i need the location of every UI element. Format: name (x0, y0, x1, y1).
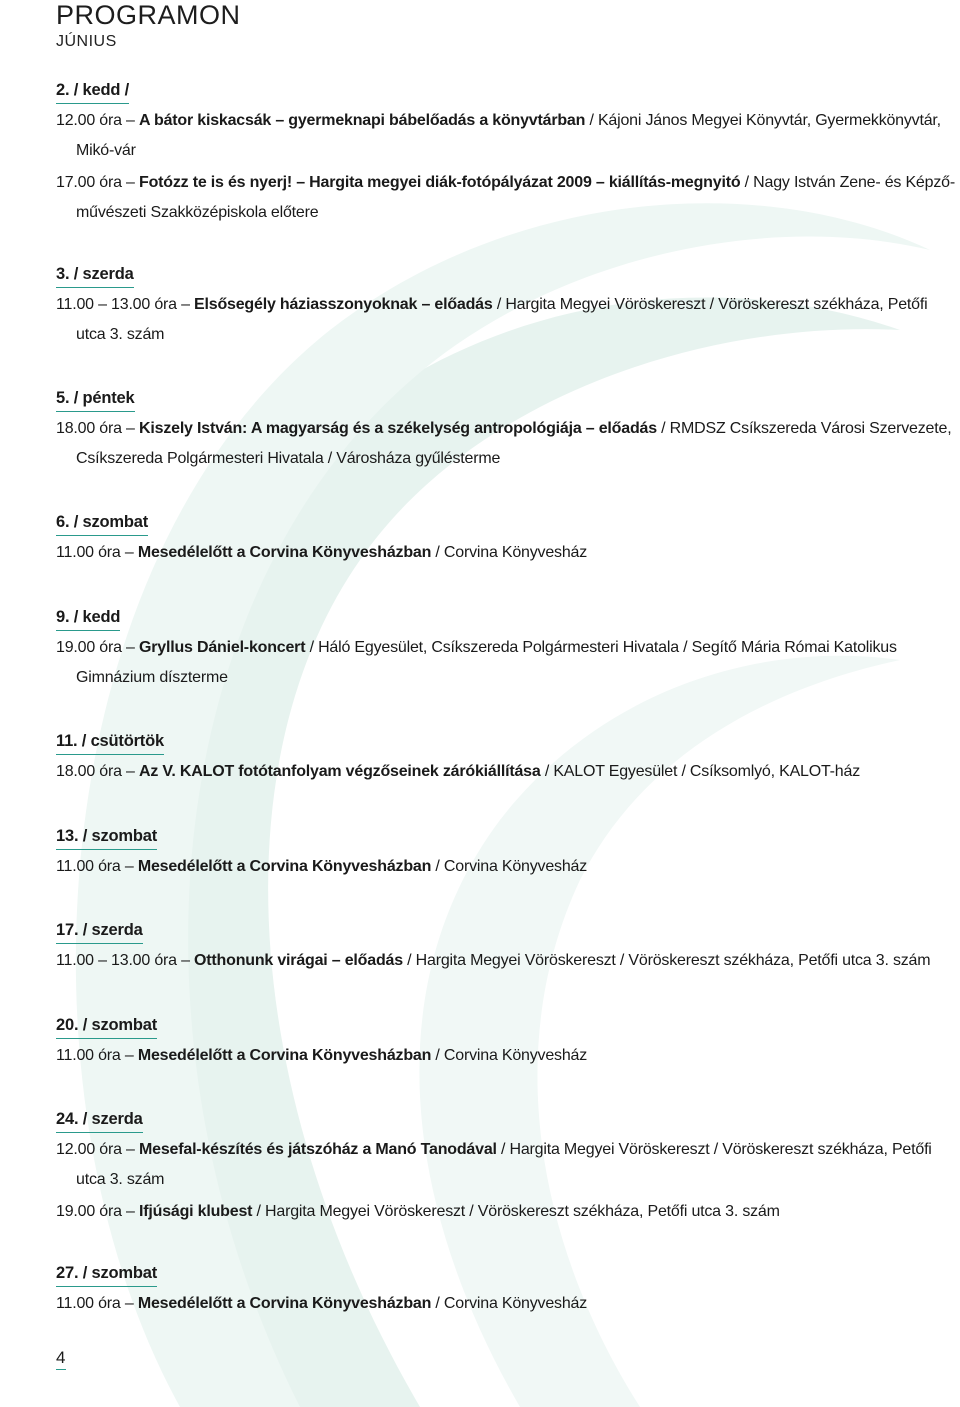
page-number: 4 (56, 1347, 66, 1370)
event-place: / Hargita Megyei Vöröskereszt / Vöröskereszt székháza, Petőfi utca 3. szám (402, 952, 931, 969)
event (56, 538, 960, 568)
event-title: Mesefal-készítés és játszóház a Manó Tanodával (139, 1141, 497, 1158)
day-block (56, 1107, 960, 1227)
event-place: / Corvina Könyvesház (431, 544, 588, 561)
event (56, 757, 960, 787)
day-label: 5. / péntek (56, 386, 135, 412)
event (56, 290, 960, 350)
event-title: Otthonunk virágai – előadás (194, 952, 403, 969)
event-title: Mesedélelőtt a Corvina Könyvesházban (137, 1295, 432, 1312)
day-label: 17. / szerda (56, 918, 143, 944)
page-title: PROGRAMON (56, 0, 241, 30)
day-label: 13. / szombat (56, 824, 157, 850)
day-block (56, 510, 960, 568)
day-block (56, 78, 960, 228)
event-time: 11.00 – 13.00 óra – (56, 952, 190, 969)
event (56, 633, 960, 693)
event-place: / Kájoni János Megyei Könyvtár, Gyermekkönyvtár, Mikó-vár (76, 112, 941, 159)
event-time: 18.00 óra – (56, 763, 135, 780)
day-label: 11. / csütörtök (56, 729, 164, 755)
event-title: Ifjúsági klubest (139, 1203, 253, 1220)
day-block (56, 729, 960, 787)
event-time: 17.00 óra – (56, 174, 135, 191)
event (56, 1289, 960, 1319)
event-time: 19.00 óra – (56, 1203, 135, 1220)
day-label: 2. / kedd / (56, 78, 129, 104)
event-title: Fotózz te is és nyerj! – Hargita megyei diák-fotópályázat 2009 – kiállítás-megnyitó (139, 174, 741, 191)
event-title: Az V. KALOT fotótanfolyam végzőseinek zárókiállítása (139, 763, 541, 780)
day-label: 24. / szerda (56, 1107, 143, 1133)
event-place: / Corvina Könyvesház (431, 1047, 588, 1064)
event-title: Mesedélelőtt a Corvina Könyvesházban (137, 544, 432, 561)
event-place: / Hargita Megyei Vöröskereszt / Vöröskereszt székháza, Petőfi utca 3. szám (76, 1141, 932, 1188)
day-label: 9. / kedd (56, 605, 120, 631)
event-time: 11.00 óra – (56, 1047, 134, 1064)
day-block (56, 1013, 960, 1071)
day-block (56, 824, 960, 882)
day-block (56, 918, 960, 976)
event-time: 12.00 óra – (56, 1141, 135, 1158)
event-time: 12.00 óra – (56, 112, 135, 129)
event-place: / KALOT Egyesület / Csíksomlyó, KALOT-ház (540, 763, 861, 780)
day-block (56, 1261, 960, 1319)
page-header (56, 0, 241, 52)
day-label: 20. / szombat (56, 1013, 157, 1039)
event-title: Gryllus Dániel-koncert (139, 639, 306, 656)
event (56, 1135, 960, 1195)
event-time: 11.00 óra – (56, 1295, 134, 1312)
event-title: Mesedélelőtt a Corvina Könyvesházban (137, 858, 432, 875)
event-place: / Hargita Megyei Vöröskereszt / Vöröskereszt székháza, Petőfi utca 3. szám (252, 1203, 780, 1220)
event (56, 852, 960, 882)
event (56, 946, 960, 976)
event (56, 1197, 960, 1227)
day-block (56, 262, 960, 350)
event-time: 19.00 óra – (56, 639, 135, 656)
event-title: A bátor kiskacsák – gyermeknapi bábelőadás a könyvtárban (139, 112, 586, 129)
event (56, 168, 960, 228)
event (56, 1041, 960, 1071)
event (56, 414, 960, 474)
event-place: / RMDSZ Csíkszereda Városi Szervezete, Csíkszereda Polgármesteri Hivatala / Városháza gyűlésterme (76, 420, 952, 467)
event-place: / Nagy István Zene- és Képző-művészeti Szakközépiskola előtere (76, 174, 955, 221)
month-label: JÚNIUS (56, 33, 117, 50)
event-time: 11.00 óra – (56, 544, 134, 561)
event-place: / Hargita Megyei Vöröskereszt / Vöröskereszt székháza, Petőfi utca 3. szám (76, 296, 928, 343)
event-place: / Corvina Könyvesház (431, 1295, 588, 1312)
day-block (56, 386, 960, 474)
event-title: Mesedélelőtt a Corvina Könyvesházban (137, 1047, 432, 1064)
event-title: Elsősegély háziasszonyoknak – előadás (194, 296, 493, 313)
event-time: 18.00 óra – (56, 420, 135, 437)
day-label: 3. / szerda (56, 262, 134, 288)
day-label: 6. / szombat (56, 510, 148, 536)
event-place: / Háló Egyesület, Csíkszereda Polgármesteri Hivatala / Segítő Mária Római Katolikus Gimnázium díszterme (76, 639, 897, 686)
event-title: Kiszely István: A magyarság és a székelység antropológiája – előadás (139, 420, 657, 437)
event-time: 11.00 – 13.00 óra – (56, 296, 190, 313)
day-block (56, 605, 960, 693)
day-label: 27. / szombat (56, 1261, 157, 1287)
event-time: 11.00 óra – (56, 858, 134, 875)
event (56, 106, 960, 166)
event-place: / Corvina Könyvesház (431, 858, 588, 875)
